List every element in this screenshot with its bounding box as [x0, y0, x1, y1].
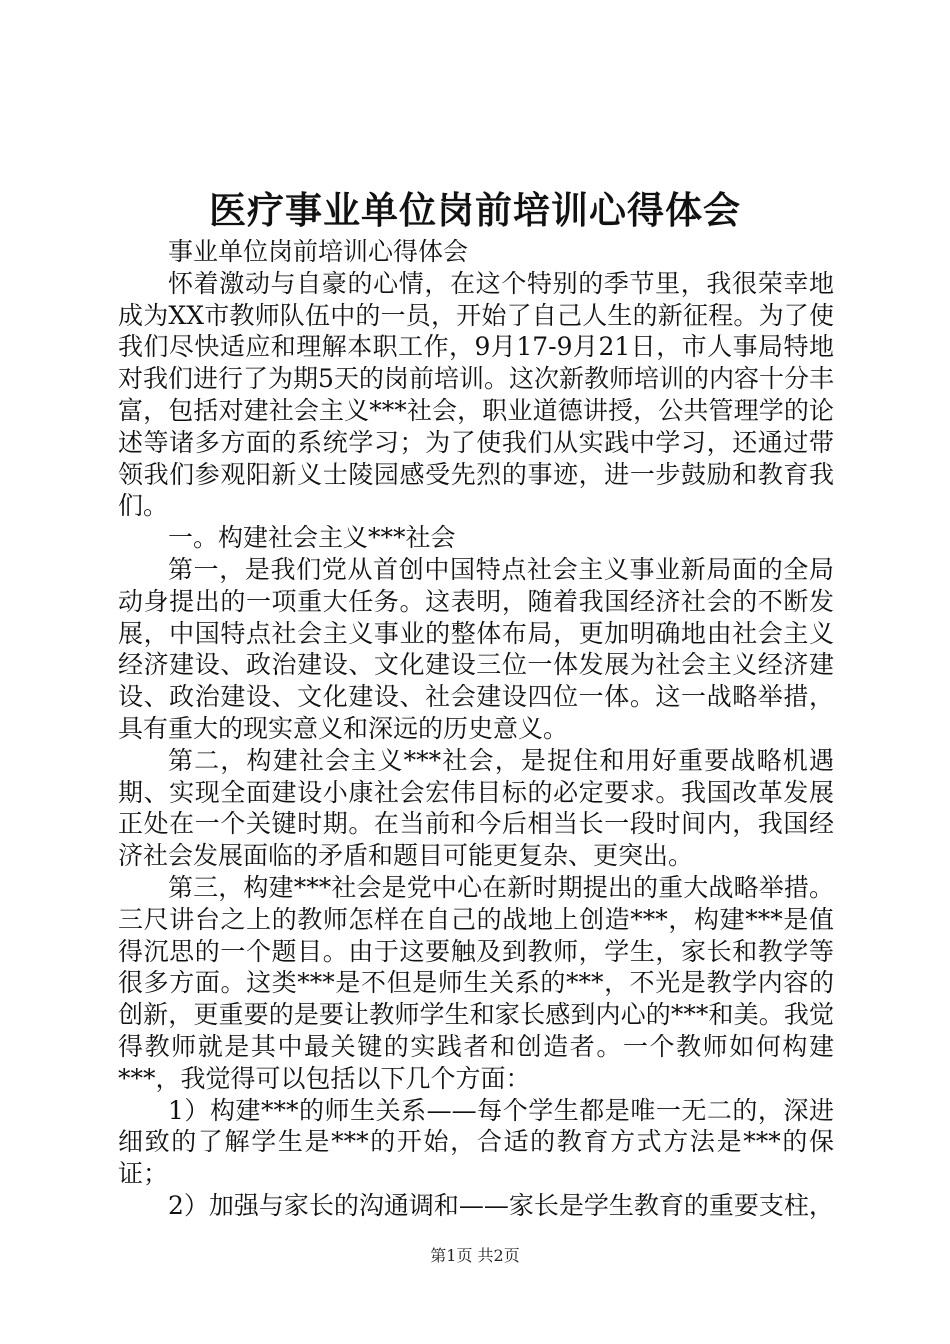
section-heading: 一。构建社会主义***社会: [168, 523, 456, 553]
page-footer: 第1页 共2页: [430, 1246, 520, 1265]
paragraph-third: 第三，构建***社会是党中心在新时期提出的重大战略举措。三尺讲台之上的教师怎样在自己的战地上创造***，构建***是值得沉思的一个题目。由于这要触及到教师，学生，家长和教学等很多方面。这类***是不但是师生关系的***，不光是教学内容的创新，更重要的是要让教师学生和家长感到内心的***和美。我觉得教师就是其中最关键的实践者和创造者。一个教师如何构建***，我觉得可以包括以下几个方面：: [118, 872, 834, 1093]
paragraph-second: 第二，构建社会主义***社会，是捉住和用好重要战略机遇期、实现全面建设小康社会宏伟目标的必定要求。我国改革发展正处在一个关键时期。在当前和今后相当长一段时间内，我国经济社会发展面临的矛盾和题目可能更复杂、更突出。: [118, 745, 834, 871]
list-item-1: 1）构建***的师生关系——每个学生都是唯一无二的，深进细致的了解学生是***的开始，合适的教育方式方法是***的保证；: [118, 1095, 834, 1189]
paragraph-intro: 怀着激动与自豪的心情，在这个特别的季节里，我很荣幸地成为XX市教师队伍中的一员，开始了自己人生的新征程。为了使我们尽快适应和理解本职工作，9月17-9月21日，市人事局特地对我们进行了为期5天的岗前培训。这次新教师培训的内容十分丰富，包括对建社会主义***社会，职业道德讲授，公共管理学的论述等诸多方面的系统学习；为了使我们从实践中学习，还通过带领我们参观阳新义士陵园感受先烈的事迹，进一步鼓励和教育我们。: [118, 268, 834, 521]
list-item-2: 2）加强与家长的沟通调和——家长是学生教育的重要支柱，: [168, 1190, 834, 1220]
document-body: [118, 236, 834, 1222]
paragraph-subtitle: 事业单位岗前培训心得体会: [168, 237, 469, 266]
paragraph-first: 第一，是我们党从首创中国特点社会主义事业新局面的全局动身提出的一项重大任务。这表明，随着我国经济社会的不断发展，中国特点社会主义事业的整体布局，更加明确地由社会主义经济建设、政治建设、文化建设三位一体发展为社会主义经济建设、政治建设、文化建设、社会建设四位一体。这一战略举措，具有重大的现实意义和深远的历史意义。: [118, 554, 834, 743]
document-title: 医疗事业单位岗前培训心得体会: [209, 188, 741, 232]
